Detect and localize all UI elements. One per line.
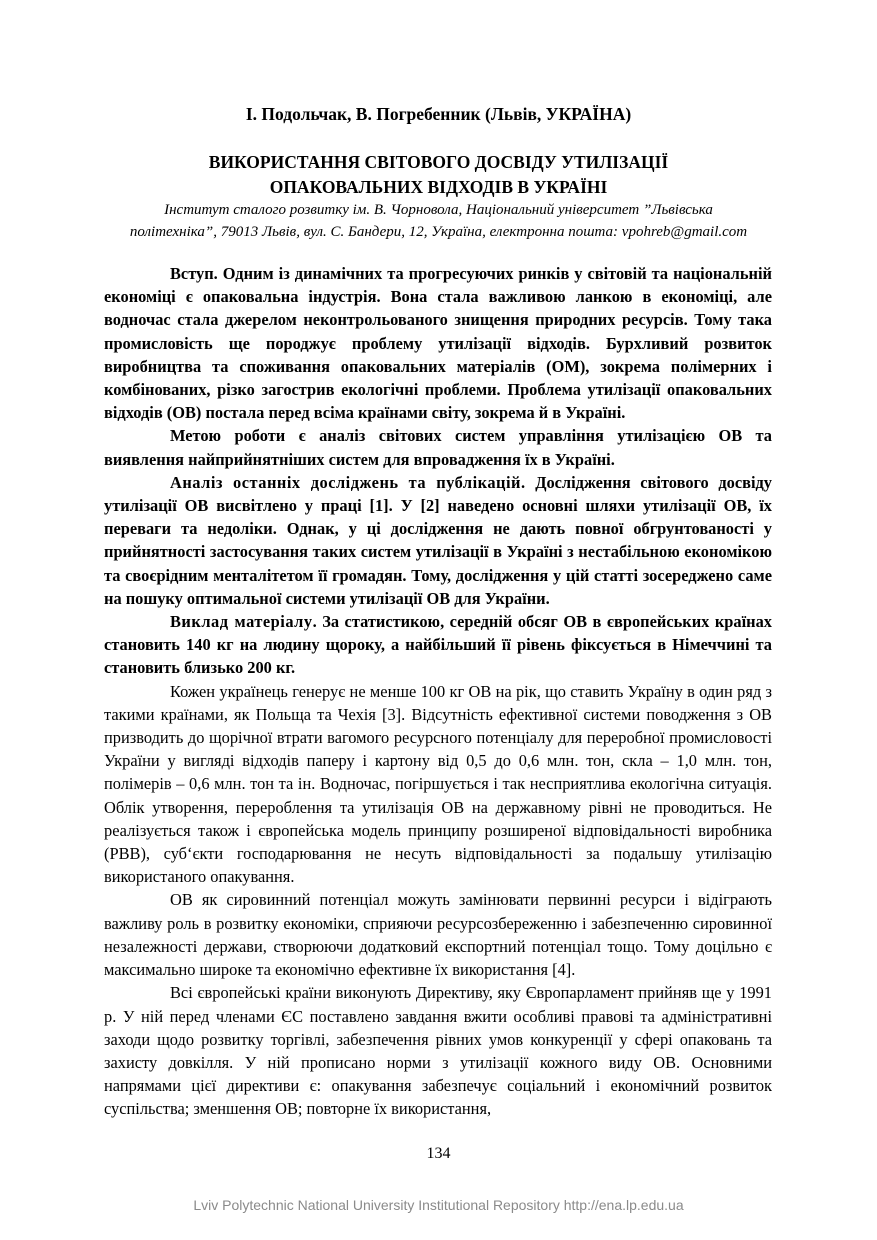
- intro-paragraph: [104, 262, 772, 424]
- body-paragraph-2: ОВ як сировинний потенціал можуть замінювати первинні ресурси і відіграють важливу роль в розвитку економіки, сприяючи ресурсозбереженню і забезпеченню сировинної незалежності держави, створюючи додатковий експортний потенціал тощо. Тому доцільно є максимально широке та економічно ефективне їх використання [4].: [104, 890, 772, 980]
- page-number: 134: [426, 1145, 451, 1162]
- body-paragraph-3: Всі європейські країни виконують Директиву, яку Європарламент прийняв ще у 1991 р. У ній перед членами ЄС поставлено завдання вжити особливі правові та адміністративні заходи щодо розвитку торгівлі, забезпечення рівних умов конкуренції у сфері опаковань та захисту довкілля. У ній прописано норми з утилізації кожного виду ОВ. Основними напрямами цієї директиви є: опакування забезпечує соціальний і економічний розвиток суспільства; зменшення ОВ; повторне їх використання,: [104, 983, 772, 1119]
- material-text: . За статистикою, середній обсяг ОВ в європейських країнах становить 140 кг на людину щороку, а найбільший її рівень фіксується в Німеччині та становить близько 200 кг.: [104, 612, 773, 678]
- title-line-2: ОПАКОВАЛЬНИХ ВІДХОДІВ В УКРАЇНІ: [269, 177, 608, 197]
- aim-label: Метою: [170, 426, 222, 446]
- affiliation-line-1: Інститут сталого розвитку ім. В. Чорновола, Національний університет ”Львівська: [164, 202, 713, 218]
- article-body: [104, 262, 772, 1121]
- analysis-label: Аналіз останніх досліджень та публікацій.: [170, 472, 526, 492]
- paper-title: [0, 150, 877, 200]
- body-paragraph-1: Кожен українець генерує не менше 100 кг ОВ на рік, що ставить Україну в один ряд з такими країнами, як Польща та Чехія [3]. Відсутність ефективної системи поводження з ОВ призводить до щорічної втрати вагомого ресурсного потенціалу для переробної промисловості України у вигляді відходів паперу і картону від 0,5 до 0,6 млн. тон, скла – 1,0 млн. тон, полімерів – 0,6 млн. тон та ін. Водночас, погіршується і так несприятлива екологічна ситуація. Облік утворення, перероблення та утилізація ОВ на державному рівні не проводиться. Не реалізується також і європейська модель принципу розширеної відповідальності виробника (РВВ), суб‘єкти господарювання не несуть відповідальності за подальшу утилізацію використаного опакування.: [104, 681, 772, 887]
- material-label: Виклад матеріалу: [170, 612, 313, 632]
- analysis-text: Дослідження світового досвіду утилізації ОВ висвітлено у праці [1]. У [2] наведено основні шляхи утилізації ОВ, їх переваги та недоліки. Однак, у ці дослідження не дають повної обгрунтованості у прийнятності застосування таких систем утилізації в Україні з нестабільною економікою та своєрідним менталітетом її громадян. Тому, дослідження у цій статті зосереджено саме на пошуку оптимальної системи утилізації ОВ для України.: [104, 472, 772, 608]
- analysis-paragraph: [104, 471, 772, 610]
- intro-text: Одним із динамічних та прогресуючих ринків у світовій та національній економіці є опаковальна індустрія. Вона стала важливою ланкою в економіці, але водночас стала джерелом неконтрольованого знищення природних ресурсів. Тому така промисловість ще породжує проблему утилізації відходів. Бурхливий розвиток виробництва та споживання опаковальних матеріалів (ОМ), зокрема полімерних і комбінованих, різко загострив екологічні проблеми. Проблема утилізації опаковальних відходів (ОВ) постала перед всіма країнами світу, зокрема й в Україні.: [104, 264, 772, 423]
- aim-paragraph: [104, 424, 772, 470]
- authors-line: І. Подольчак, В. Погребенник (Львів, УКРАЇНА): [245, 104, 632, 124]
- intro-label: Вступ.: [170, 264, 218, 283]
- aim-text: роботи є аналіз світових систем управління утилізацією ОВ та виявлення найприйнятніших систем для впровадження їх в Україні.: [104, 426, 772, 469]
- material-paragraph: [104, 610, 772, 680]
- repository-footer: Lviv Polytechnic National University Institutional Repository http://ena.lp.edu.ua: [193, 1197, 684, 1213]
- affiliation-line-2: політехніка”, 79013 Львів, вул. С. Бандери, 12, Україна, електронна пошта: vpohreb@gmail.com: [129, 224, 748, 240]
- affiliation: [90, 199, 787, 243]
- title-line-1: ВИКОРИСТАННЯ СВІТОВОГО ДОСВІДУ УТИЛІЗАЦІЇ: [208, 152, 669, 172]
